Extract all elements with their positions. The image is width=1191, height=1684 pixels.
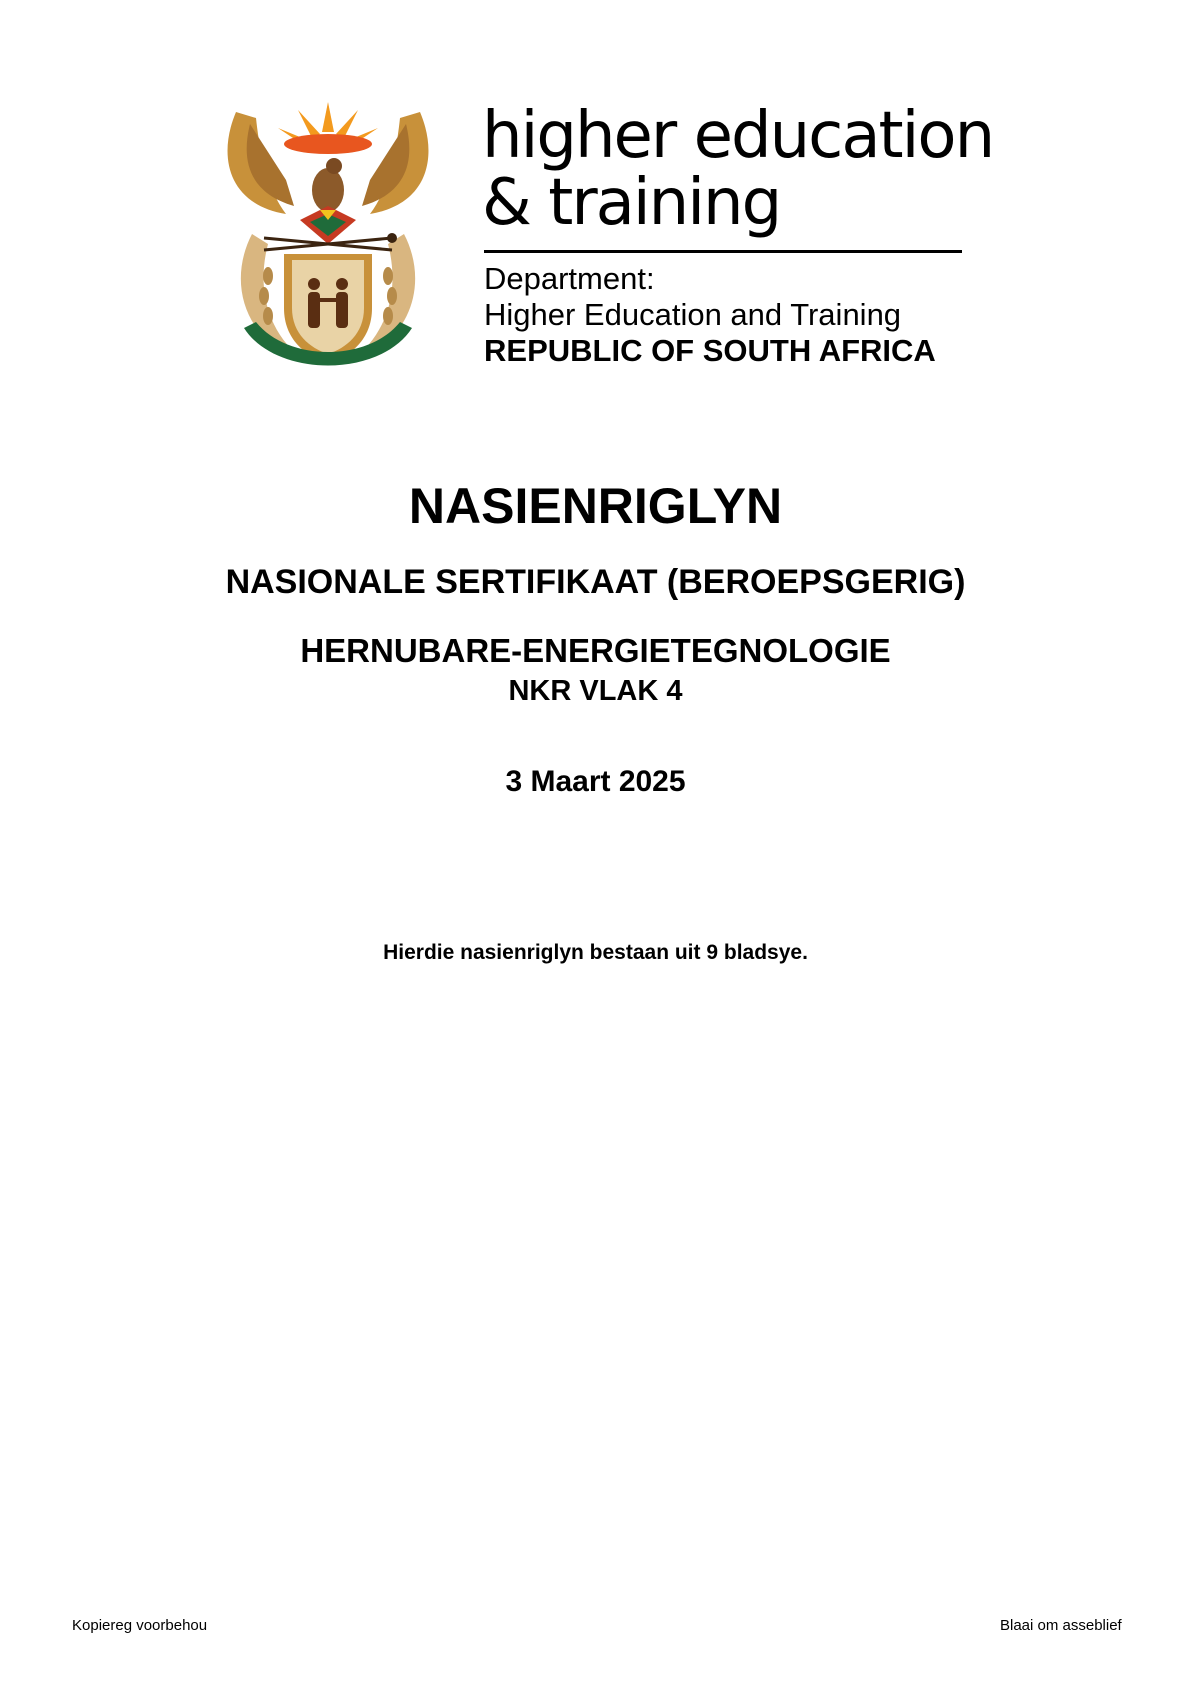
document-subject: HERNUBARE-ENERGIETEGNOLOGIE xyxy=(300,632,891,669)
footer-turn-page: Blaai om asseblief xyxy=(1000,1617,1122,1634)
brand-divider xyxy=(484,250,962,253)
page-count-note: Hierdie nasienriglyn bestaan uit 9 bladsye. xyxy=(383,941,808,964)
coat-of-arms-logo xyxy=(216,94,440,384)
brand-line-training: & training xyxy=(482,166,781,240)
department-label: Department: xyxy=(484,261,655,296)
document-level: NKR VLAK 4 xyxy=(508,675,683,707)
department-country: REPUBLIC OF SOUTH AFRICA xyxy=(484,333,936,368)
department-name: Higher Education and Training xyxy=(484,297,902,332)
document-subtitle: NASIONALE SERTIFIKAAT (BEROEPSGERIG) xyxy=(225,563,966,601)
document-title: NASIENRIGLYN xyxy=(408,478,783,534)
footer-copyright: Kopiereg voorbehou xyxy=(72,1617,208,1634)
brand-line-higher-education: higher education xyxy=(482,99,994,173)
document-date: 3 Maart 2025 xyxy=(505,765,686,798)
